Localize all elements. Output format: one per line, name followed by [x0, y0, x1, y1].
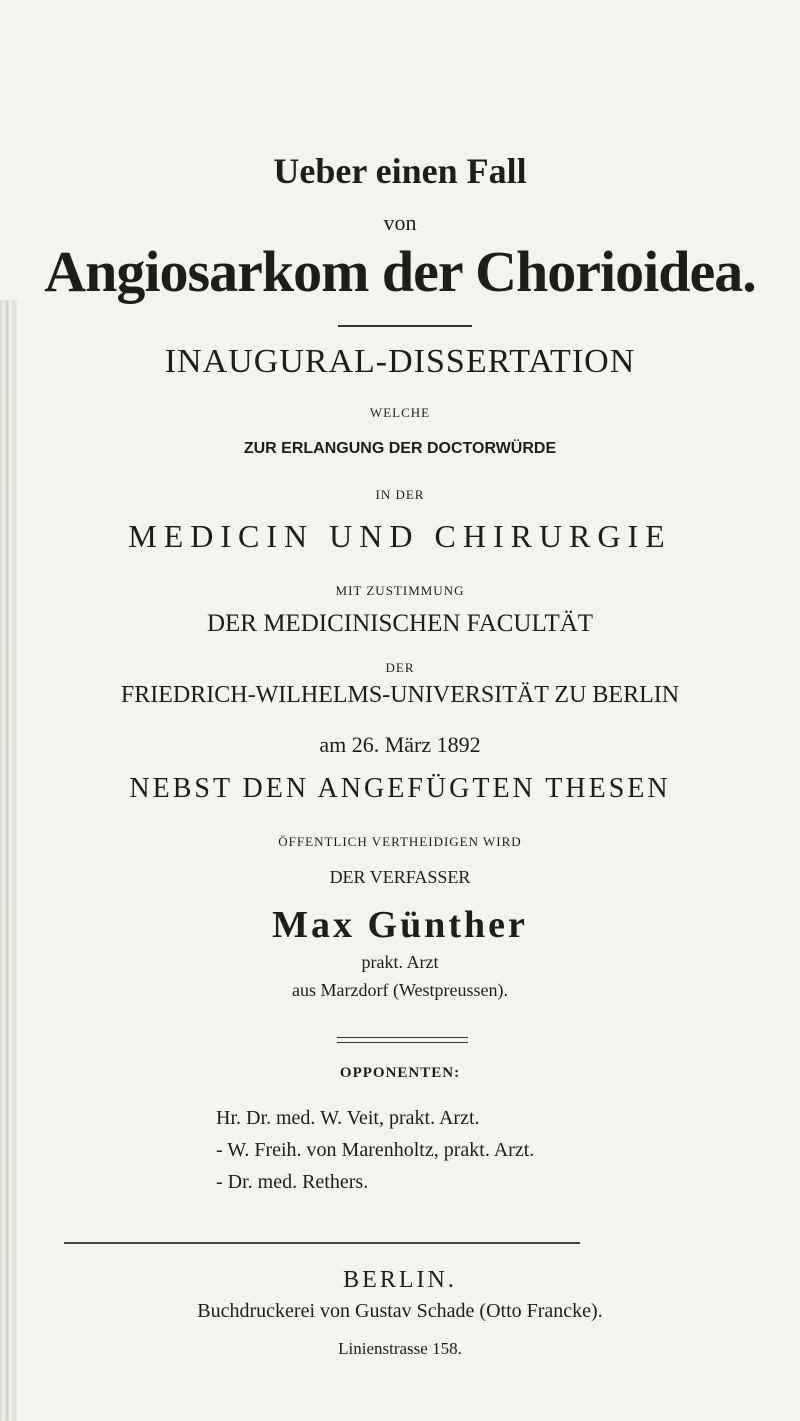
opponent-item: - W. Freih. von Marenholtz, prakt. Arzt. [216, 1139, 535, 1161]
title-line-2: Angiosarkom der Chorioidea. [44, 239, 756, 304]
theses-line: NEBST DEN ANGEFÜGTEN THESEN [129, 773, 671, 804]
author-origin: aus Marzdorf (Westpreussen). [292, 980, 508, 1000]
title-line-1: Ueber einen Fall [273, 151, 527, 191]
defend-line: ÖFFENTLICH VERTHEIDIGEN WIRD [278, 834, 522, 849]
faculty-line: DER MEDICINISCHEN FACULTÄT [206, 610, 594, 637]
purpose-line: ZUR ERLANGUNG DER DOCTORWÜRDE [243, 440, 557, 457]
author-name: Max Günther [272, 904, 528, 946]
in-der-line: IN DER [375, 487, 425, 502]
imprint-printer: Buchdruckerei von Gustav Schade (Otto Francke). [197, 1300, 603, 1322]
title-von: von [383, 210, 417, 235]
opponent-item: - Dr. med. Rethers. [216, 1171, 369, 1193]
opponents-list [216, 1102, 534, 1198]
author-label: DER VERFASSER [329, 867, 471, 887]
welche-line: WELCHE [369, 405, 431, 420]
date-line: am 26. März 1892 [319, 732, 481, 757]
short-divider [338, 325, 472, 327]
opponents-heading: OPPONENTEN: [339, 1065, 461, 1081]
opponent-item: Hr. Dr. med. W. Veit, prakt. Arzt. [216, 1107, 480, 1129]
binding-edge [0, 300, 22, 1421]
university-line: FRIEDRICH-WILHELMS-UNIVERSITÄT ZU BERLIN [120, 682, 680, 708]
imprint-city: BERLIN. [343, 1267, 457, 1293]
imprint-address: Linienstrasse 158. [338, 1339, 462, 1358]
der-line: DER [385, 660, 415, 675]
mit-zustimmung-line: MIT ZUSTIMMUNG [335, 583, 465, 598]
double-divider [337, 1037, 468, 1043]
author-title: prakt. Arzt [361, 952, 439, 972]
dissertation-heading: INAUGURAL-DISSERTATION [164, 343, 636, 380]
faculty-subjects: MEDICIN UND CHIRURGIE [128, 518, 672, 554]
long-divider [64, 1242, 580, 1244]
